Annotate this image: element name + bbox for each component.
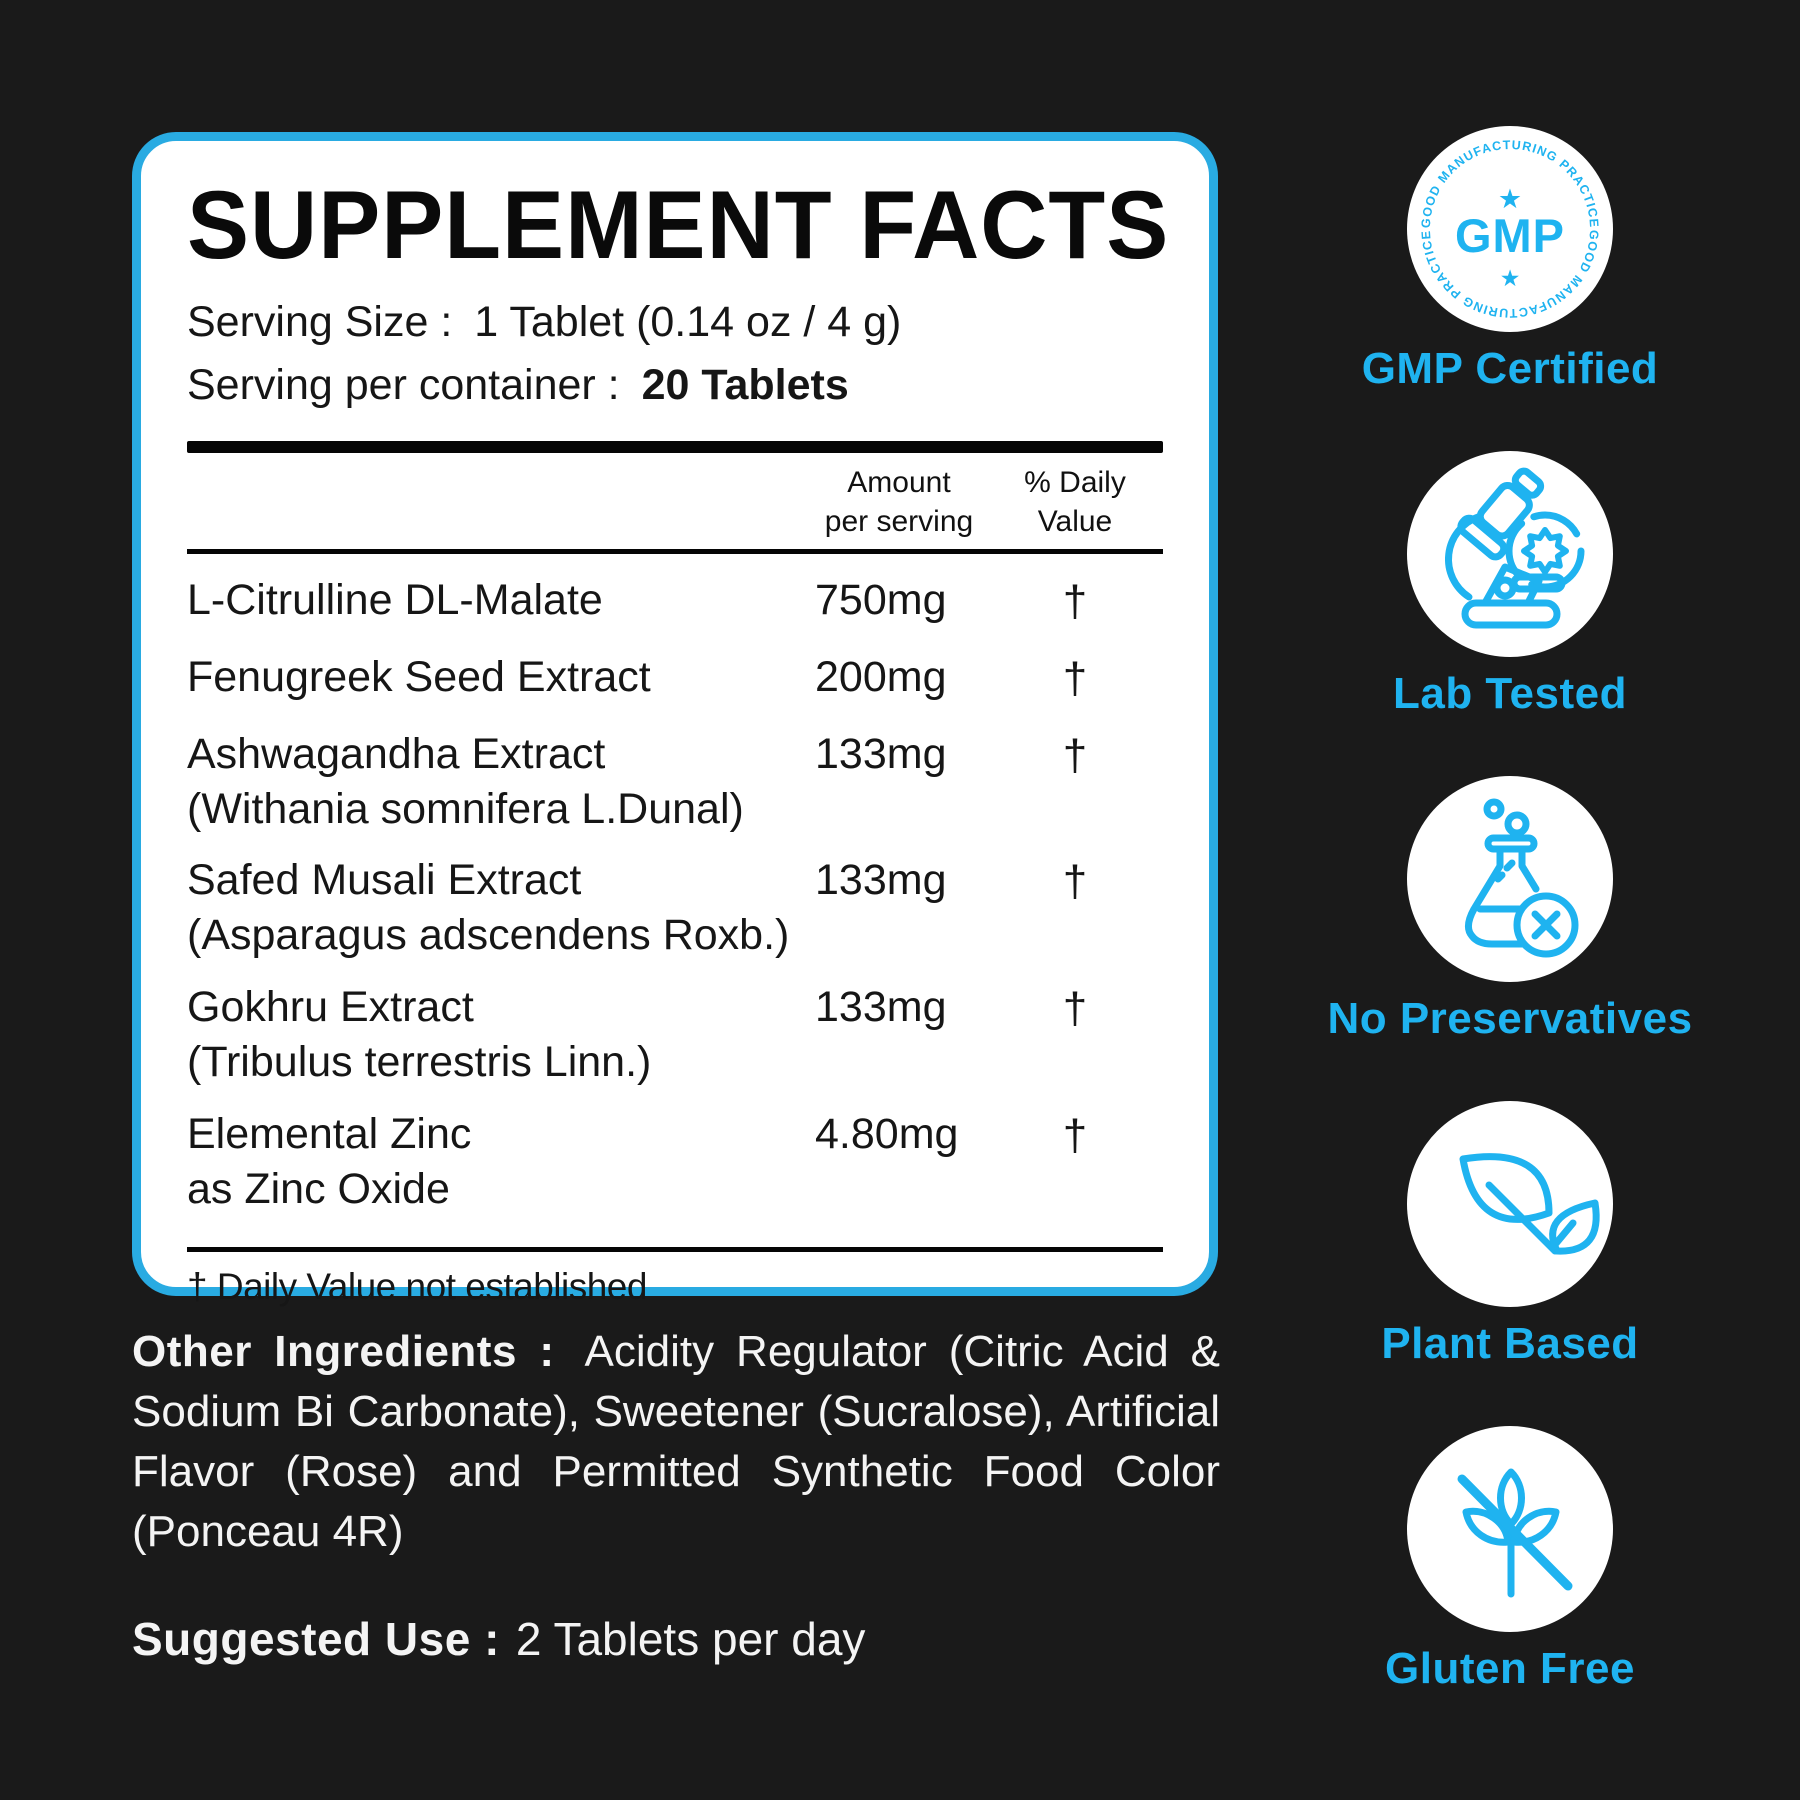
ingredient-daily-value: † [1062,730,1088,780]
servings-per-container-line [187,361,1163,410]
servings-label: Serving per container : [187,361,620,410]
ingredient-daily-value: † [1062,576,1088,626]
ingredient-amount: 200mg [815,652,947,701]
svg-text:★: ★ [1497,184,1523,215]
ingredient-daily-value: † [1062,1110,1088,1160]
svg-text:GOOD MANUFACTURING PRACTICE: GOOD MANUFACTURING PRACTICE [1418,137,1602,229]
table-row [187,576,1163,631]
serving-size-value: 1 Tablet (0.14 oz / 4 g) [474,298,902,346]
serving-size-line [187,298,1163,347]
ingredient-name: Ashwagandha Extract [187,729,606,778]
other-ingredients-text: Acidity Regulator (Citric Acid & Sodium Bi Carbonate), Sweetener (Sucralose), Artificial Flavor (Rose) and Permitted Synthetic Food Color (Ponceau 4R) [132,1327,1220,1556]
table-row [187,730,1163,835]
badge-plant-based [1381,1101,1638,1369]
badge-no-preservatives [1327,776,1692,1044]
microscope-icon [1407,451,1613,657]
ingredient-name: Fenugreek Seed Extract [187,652,651,701]
certification-badges-column [1302,126,1718,1751]
daily-value-footnote: † Daily Value not established [187,1265,647,1307]
ingredient-amount: 133mg [815,729,947,778]
table-row [187,653,1163,708]
badge-gluten-free [1385,1426,1635,1694]
supplement-facts-title: SUPPLEMENT FACTS [187,170,1170,279]
ingredient-subname: (Asparagus adscendens Roxb.) [187,911,790,960]
ingredient-subname: (Withania somnifera L.Dunal) [187,784,744,833]
svg-text:GOOD MANUFACTURING PRACTICE: GOOD MANUFACTURING PRACTICE [1418,229,1602,321]
badge-gmp-certified [1362,126,1659,394]
column-header-amount: Amount per serving [824,465,974,538]
supplement-facts-panel [132,132,1218,1307]
table-row [187,856,1163,961]
badge-label: Gluten Free [1385,1644,1635,1693]
suggested-use-line [132,1612,1220,1666]
ingredient-daily-value: † [1062,984,1088,1034]
badge-label: No Preservatives [1327,994,1693,1043]
ingredient-amount: 4.80mg [815,1109,959,1158]
ingredient-name: L-Citrulline DL-Malate [187,575,603,624]
leaves-icon [1407,1101,1613,1307]
ingredient-daily-value: † [1062,653,1088,703]
suggested-use-text: 2 Tablets per day [515,1613,866,1665]
ingredient-subname: as Zinc Oxide [187,1164,450,1213]
servings-value: 20 Tablets [641,361,849,410]
table-row [187,983,1163,1088]
divider-thin [187,549,1163,554]
ingredient-amount: 750mg [815,575,947,624]
ingredient-name: Safed Musali Extract [187,856,582,905]
ingredient-amount: 133mg [815,983,947,1032]
svg-text:GMP: GMP [1454,209,1566,262]
column-header-daily-value: % Daily Value [1024,465,1126,538]
divider-thick [187,441,1163,453]
divider-bottom [187,1247,1163,1252]
other-ingredients-label: Other Ingredients : [132,1327,555,1376]
ingredient-name: Gokhru Extract [187,983,474,1032]
table-row [187,1110,1163,1215]
ingredient-amount: 133mg [815,856,947,905]
gmp-seal-icon [1407,126,1613,332]
other-ingredients-paragraph [132,1322,1220,1562]
ingredient-subname: (Tribulus terrestris Linn.) [187,1038,652,1086]
svg-text:★: ★ [1499,266,1521,292]
badge-lab-tested [1393,451,1627,719]
badge-label: Lab Tested [1392,669,1627,718]
flask-crossed-icon [1407,776,1613,982]
suggested-use-label: Suggested Use : [132,1613,500,1665]
ingredient-name: Elemental Zinc [187,1109,472,1158]
serving-size-label: Serving Size : [187,298,453,346]
badge-label: GMP Certified [1361,344,1659,393]
badge-label: Plant Based [1381,1319,1639,1368]
wheat-crossed-icon [1407,1426,1613,1632]
table-header [187,463,1163,541]
ingredient-daily-value: † [1062,857,1088,907]
